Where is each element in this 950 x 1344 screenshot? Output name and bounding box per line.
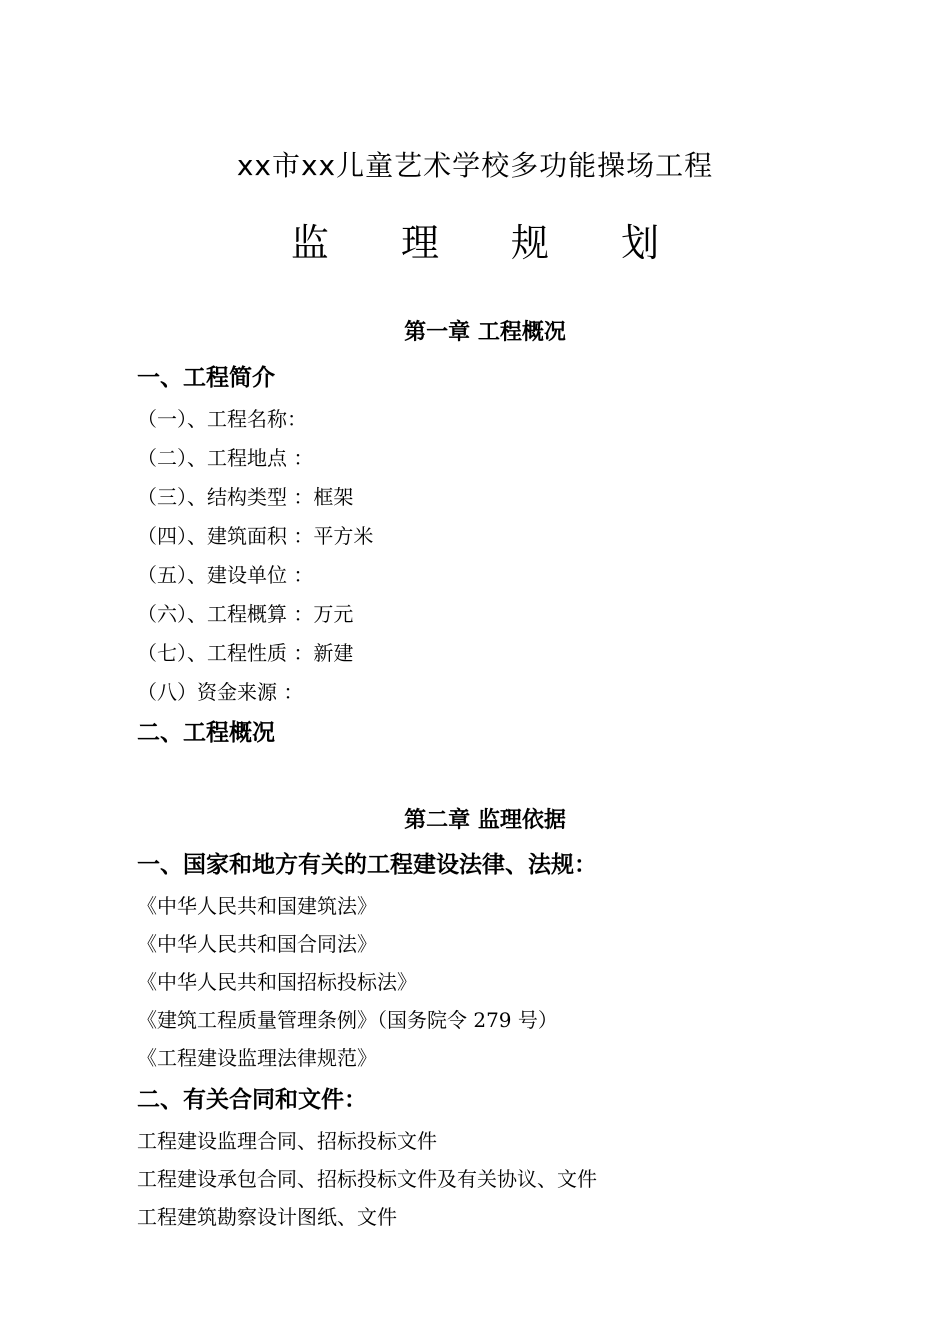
- law-item: 《中华人民共和国建筑法》: [137, 894, 377, 918]
- contract-doc-item: 工程建筑勘察设计图纸、文件: [137, 1205, 397, 1229]
- section-heading-contracts: 二、有关合同和文件：: [137, 1087, 367, 1113]
- project-info-item: （一）、工程名称：: [137, 407, 307, 431]
- law-item: 《中华人民共和国合同法》: [137, 932, 377, 956]
- contract-doc-item: 工程建设承包合同、招标投标文件及有关协议、文件: [137, 1167, 597, 1191]
- chapter-1-heading: 第一章 工程概况: [404, 320, 566, 345]
- project-info-item: （五）、建设单位 ：: [137, 563, 314, 587]
- project-info-item: （六）、工程概算 ：万元: [137, 602, 354, 626]
- document-title: 监 理 规 划: [290, 221, 690, 265]
- contract-doc-item: 工程建设监理合同、招标投标文件: [137, 1129, 437, 1153]
- law-item: 《工程建设监理法律规范》: [137, 1046, 377, 1070]
- project-info-item: （四）、建筑面积 ：平方米: [137, 524, 374, 548]
- project-info-item: （三）、结构类型 ：框架: [137, 485, 354, 509]
- section-heading-laws: 一、国家和地方有关的工程建设法律、法规：: [137, 852, 597, 878]
- chapter-2-heading: 第二章 监理依据: [404, 808, 566, 833]
- project-info-item: （二）、工程地点 ：: [137, 446, 314, 470]
- law-item: 《中华人民共和国招标投标法》: [137, 970, 417, 994]
- section-heading-project-overview: 二、工程概况: [137, 720, 275, 746]
- project-info-item: （八）资金来源 ：: [137, 680, 304, 704]
- project-info-item: （七）、工程性质 ：新建: [137, 641, 354, 665]
- project-name-subtitle: xx市xx儿童艺术学校多功能操场工程: [236, 149, 714, 182]
- law-item: 《建筑工程质量管理条例》（国务院令 279 号）: [137, 1008, 558, 1032]
- section-heading-project-intro: 一、工程简介: [137, 365, 275, 391]
